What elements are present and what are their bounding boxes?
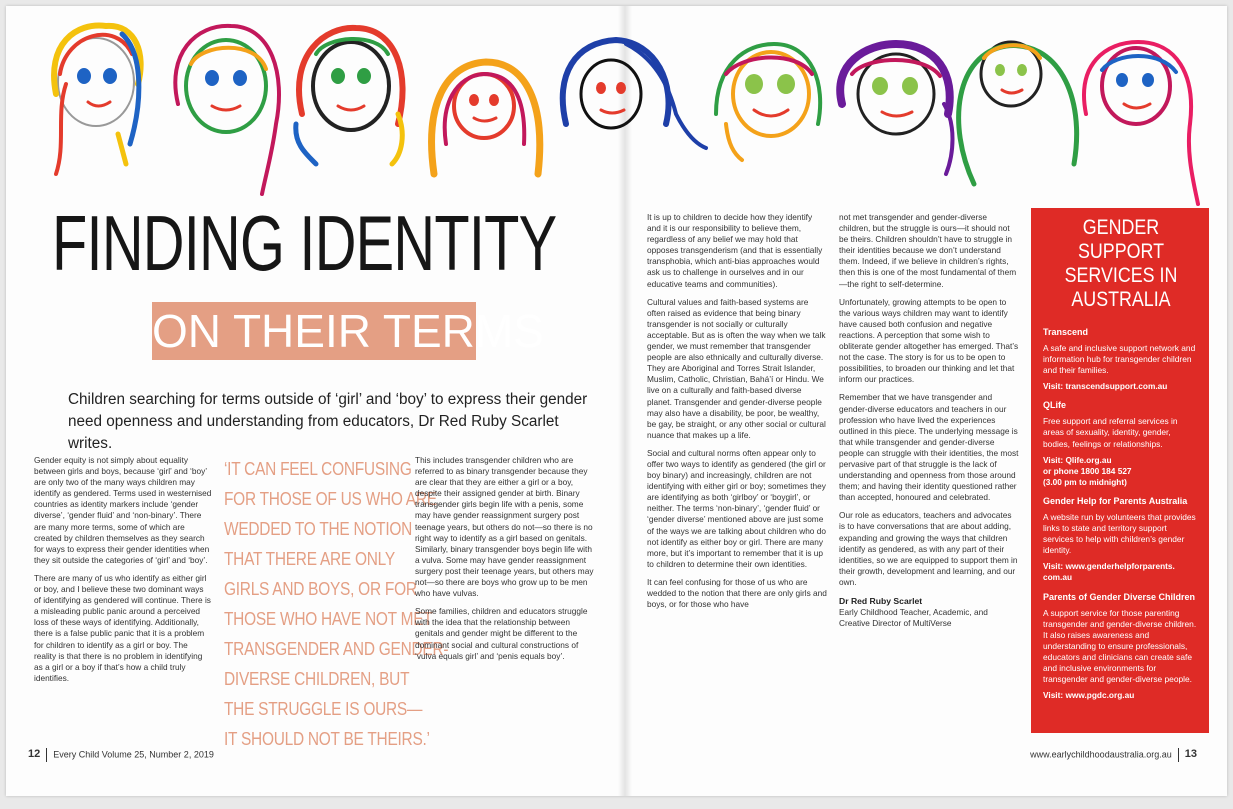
service-entry: [1043, 326, 1199, 392]
paragraph: Unfortunately, growing attempts to be open to the various ways children may want to identify have caused both confusion and negative reactions. A perception that some wish to obliterate gender altogether has emerged. That’s not the case. The story is for us to be open to possibilities, to broaden our thinking and let that inform our practices.: [839, 296, 1019, 385]
paragraph: Our role as educators, teachers and advocates is to have conversations that are about adding, expanding and growing the ways that children identify as gendered, as with any part of their identities, so we are equipped to support them in their growth, development and learning, and our own.: [839, 510, 1018, 587]
text-column-1: [34, 455, 212, 691]
face-drawing-7: [840, 44, 952, 174]
service-name: QLife: [1043, 400, 1067, 411]
paragraph: Remember that we have transgender and gender-diverse educators and teachers in our profession who have lived the experiences outlined in this piece. The underlying message is that while transgender and gender-diverse people can struggle with their identities, the most pervasive part of that struggle is the lack of understanding and openness from those around them; and having their identity questioned rather than accepted, honoured and celebrated.: [839, 392, 1019, 503]
pull-quote-line: FOR THOSE OF US WHO ARE: [224, 488, 437, 509]
service-contact: Visit: Qlife.org.au or phone 1800 184 527 (3.00 pm to midnight): [1043, 454, 1132, 487]
service-name: Parents of Gender Diverse Children: [1043, 591, 1196, 602]
article-subtitle: ON THEIR TERMS: [152, 305, 544, 357]
support-services-panel: [1031, 208, 1209, 733]
pull-quote-line: THE STRUGGLE IS OURS—: [224, 698, 423, 719]
paragraph: It is up to children to decide how they identify and it is our responsibility to believe them, regardless of any belief we may hold that opposes transgenderism (and that is essentially transphobia, which anti-bias approaches would ask us to challenge in ourselves and in our educative teams and communities).: [647, 212, 823, 289]
service-contact: Visit: www.genderhelpforparents. com.au: [1043, 561, 1175, 583]
paragraph: Some families, children and educators struggle with the idea that the relationship between genitals and gender might be different to the dominant social and cultural constructions of ‘vulva equals girl’ and ‘penis equals boy’.: [415, 606, 588, 661]
service-entry: [1043, 591, 1199, 702]
service-entry: [1043, 399, 1199, 488]
text-column-4: [647, 212, 827, 617]
author-name: Dr Red Ruby Scarlet: [839, 596, 923, 606]
pull-quote: [224, 454, 449, 754]
pull-quote-line: IT SHOULD NOT BE THEIRS.’: [224, 728, 430, 749]
face-drawing-5: [563, 40, 706, 148]
paragraph: Social and cultural norms often appear only to offer two ways to identify as gendered (the girl or boy binary) and increasingly, children are not identifying with either girl or boy; sometimes they are identifying as both ‘girlboy’ or ‘boygirl’, or neither. The terms ‘non-binary’, ‘gender fluid’ or ‘gender diverse’ mentioned above are just some of the ways we are talking about children who do not identify as either boy or girl. There are many more, but it’s important to remember that it is up to children to determine their own identities.: [647, 447, 826, 569]
service-description: A support service for those parenting transgender and gender-diverse children. It also raises awareness and understanding to ensure professionals, educators and clinicians can create safe and inclusive environments for transgender and gender-diverse people.: [1043, 607, 1197, 685]
article-standfirst: Children searching for terms outside of ‘girl’ and ‘boy’ to express their gender need openness and understanding from educators, Dr Red Ruby Scarlet writes.: [68, 391, 588, 452]
footer-divider: [1178, 748, 1179, 762]
footer-website-text: www.earlychildhoodaustralia.org.au: [1030, 749, 1172, 760]
article-subtitle-banner: [152, 302, 544, 360]
service-name: Gender Help for Parents Australia: [1043, 495, 1188, 506]
footer-right: [1030, 748, 1197, 762]
text-column-5: [839, 212, 1019, 629]
page-number-right: 13: [1184, 748, 1197, 761]
paragraph: Cultural values and faith-based systems are often raised as evidence that being binary transgender is not socially or culturally acceptable. But as is often the way when we talk gender, we must remember that transgender people are also ethnically and culturally diverse. They are Aboriginal and Torres Strait Islander, Muslim, Catholic, Christian, Bahá’í or Hindu. We live on a culturally and faith-based diverse planet. Transgender and gender-diverse people may also have a disability, be poor, be wealthy, be gay, be straight, or any other social or cultural nuance that makes up a life.: [647, 296, 826, 440]
pull-quote-line: TRANSGENDER AND GENDER-: [224, 638, 449, 659]
face-drawing-8: [959, 42, 1077, 184]
childrens-face-drawings: [26, 14, 1216, 214]
pull-quote-line: THOSE WHO HAVE NOT MET: [224, 608, 433, 629]
paragraph: not met transgender and gender-diverse children, but the struggle is ours—it should not be theirs. Children shouldn’t have to struggle in their identities because we don’t understand them. Indeed, if we believe in children’s rights, then this is one of the most fundamental of them—the right to self-determine.: [839, 212, 1017, 289]
panel-title: GENDER SUPPORT SERVICES IN AUSTRALIA: [1064, 216, 1178, 311]
paragraph: Gender equity is not simply about equality between girls and boys, because ‘girl’ and ‘boy’ are only two of the many ways children may identify as gendered. Terms used in westernised countries as identity markers include ‘gender diverse’, ‘gender fluid’ and ‘non-binary’. There are many more terms, some of which are created by children themselves as they search for ways to express their gender identities when they sit outside the categories of ‘girl’ and ‘boy’.: [34, 455, 212, 565]
pull-quote-line: ‘IT CAN FEEL CONFUSING: [224, 458, 412, 479]
service-name: Transcend: [1043, 327, 1089, 337]
footer-divider: [46, 748, 47, 762]
pull-quote-line: WEDDED TO THE NOTION: [224, 518, 413, 539]
service-description: Free support and referral services in areas of sexuality, identity, gender, bodies, feelings or relationships.: [1043, 416, 1178, 449]
face-drawing-6: [716, 44, 820, 160]
paragraph: There are many of us who identify as either girl or boy, and I believe these two dominant ways of identifying as gendered will continue. There is a misleading public panic around a perceived loss of these ways of identifying. Additionally, there is a false public panic that it is a problem for children to identify as a girl or boy. The reality is that there is no problem in identifying as a girl or a boy if that’s how a child truly identifies.: [34, 572, 211, 683]
page-number-left: 12: [28, 748, 41, 761]
magazine-spread: [6, 6, 1227, 796]
text-column-3: [415, 455, 597, 669]
face-drawing-9: [1084, 42, 1198, 204]
face-drawing-3: [296, 28, 403, 164]
face-drawing-2: [175, 26, 279, 194]
service-contact: Visit: transcendsupport.com.au: [1043, 381, 1168, 392]
paragraph: This includes transgender children who are referred to as binary transgender because they are clear that they are either a girl or a boy, despite their assigned gender at birth. Binary transgender girls begin life with a penis, some may have gender reassignment surgery post teenage years, but others do not—so there is no right way to identify as a girl based on genitals. Similarly, binary transgender boys begin life with a vulva. Some may have gender reassignment surgery post their teenage years, but others may not—so there are boys who grow up to be men who have vulvas.: [415, 455, 594, 599]
service-description: A safe and inclusive support network and information hub for transgender children and their families.: [1043, 343, 1196, 376]
face-drawing-4: [432, 62, 540, 174]
pull-quote-line: THAT THERE ARE ONLY: [224, 548, 395, 569]
service-entry: [1043, 495, 1199, 584]
pull-quote-line: GIRLS AND BOYS, OR FOR: [224, 578, 417, 599]
pull-quote-line: DIVERSE CHILDREN, BUT: [224, 668, 410, 689]
service-contact: Visit: www.pgdc.org.au: [1043, 690, 1135, 701]
face-drawing-1: [54, 26, 141, 174]
service-description: A website run by volunteers that provides links to state and territory support services to help with children’s gender identity.: [1043, 511, 1196, 556]
article-title: FINDING IDENTITY: [52, 199, 557, 287]
footer-left: [28, 748, 214, 762]
author-role: Early Childhood Teacher, Academic, and Creative Director of MultiVerse: [839, 607, 988, 628]
footer-issue-text: Every Child Volume 25, Number 2, 2019: [53, 749, 214, 760]
paragraph: It can feel confusing for those of us who are wedded to the notion that there are only girls and boys, or for those who have: [647, 576, 827, 610]
